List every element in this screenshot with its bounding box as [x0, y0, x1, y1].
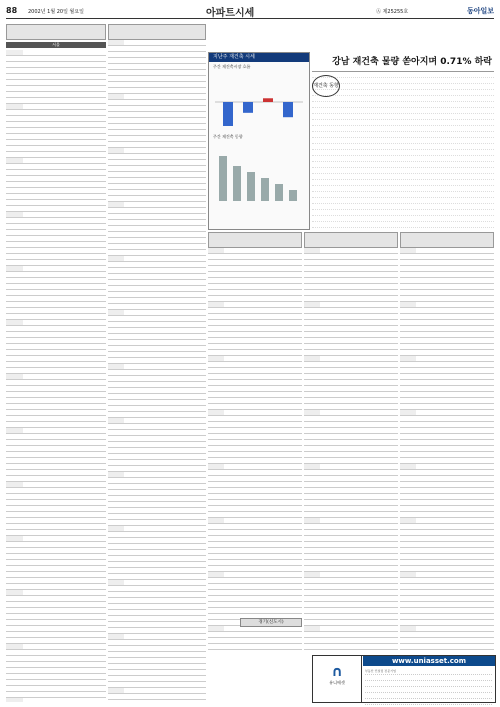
price-table [400, 248, 494, 652]
trend-bar [247, 172, 255, 201]
paper-name: 동아일보 [466, 7, 494, 15]
table-row [108, 700, 206, 703]
trend-bar [289, 190, 297, 201]
issue-date: 2002년 1월 20일 월요일 [28, 9, 85, 15]
ad-logo-text: 유니에셋 [329, 680, 345, 685]
price-table [304, 248, 398, 652]
chart-title: 주간 재건축 동향 [213, 134, 243, 139]
region-label: 서울 [6, 42, 106, 48]
article [312, 52, 494, 228]
ad-logo-block [313, 656, 362, 702]
subsection-label: 경기(신도시) [240, 618, 302, 627]
page-number: 88 [6, 6, 18, 15]
ad-url[interactable]: www.uniasset.com [363, 656, 495, 666]
section-title: 아파트시세 [206, 8, 255, 19]
column-header-row [208, 232, 302, 248]
column-header-row [6, 24, 106, 40]
edition-number: Ⓐ 제25255호 [376, 9, 409, 15]
trend-bar [219, 156, 227, 201]
price-table [208, 248, 302, 652]
price-table [6, 50, 106, 702]
table-row [304, 650, 398, 653]
trend-chart [209, 142, 309, 212]
column-header-row [304, 232, 398, 248]
listing-column-5 [400, 232, 494, 652]
ad-body [365, 669, 492, 705]
listing-column-4 [304, 232, 398, 652]
rebuild-info-box [208, 52, 310, 230]
text-line [312, 222, 494, 228]
ad-logo-icon: ∩ [331, 664, 343, 680]
table-row [6, 698, 106, 703]
masthead [6, 4, 494, 19]
advertisement[interactable] [312, 655, 496, 703]
table-row [400, 650, 494, 653]
column-header-row [400, 232, 494, 248]
article-headline: 강남 재건축 물량 쏟아지며 0.71% 하락 [312, 52, 494, 72]
weekly-chart [209, 72, 309, 132]
listing-column-3 [208, 232, 302, 652]
listing-column-2 [108, 24, 206, 702]
chart-bar-3 [283, 102, 293, 117]
chart-bar-1 [243, 102, 253, 113]
info-box-subheader: 주간 재건축시장 흐름 [213, 64, 251, 69]
trend-bar [233, 166, 241, 201]
chart-bar-2 [263, 98, 273, 102]
price-table [108, 40, 206, 702]
column-header-row [108, 24, 206, 40]
chart-bar-0 [223, 102, 233, 126]
info-box-header: 지난주 재건축 시세 [209, 53, 309, 62]
trend-bar [261, 178, 269, 201]
table-row [208, 650, 302, 653]
ad-label: 부동산 컨설팅 전문기업 [365, 669, 492, 675]
chart-bars [223, 98, 293, 126]
listing-column-1 [6, 24, 106, 702]
article-kicker: 재건축 동향 [312, 75, 340, 97]
article-body [312, 72, 494, 228]
trend-bar [275, 184, 283, 201]
